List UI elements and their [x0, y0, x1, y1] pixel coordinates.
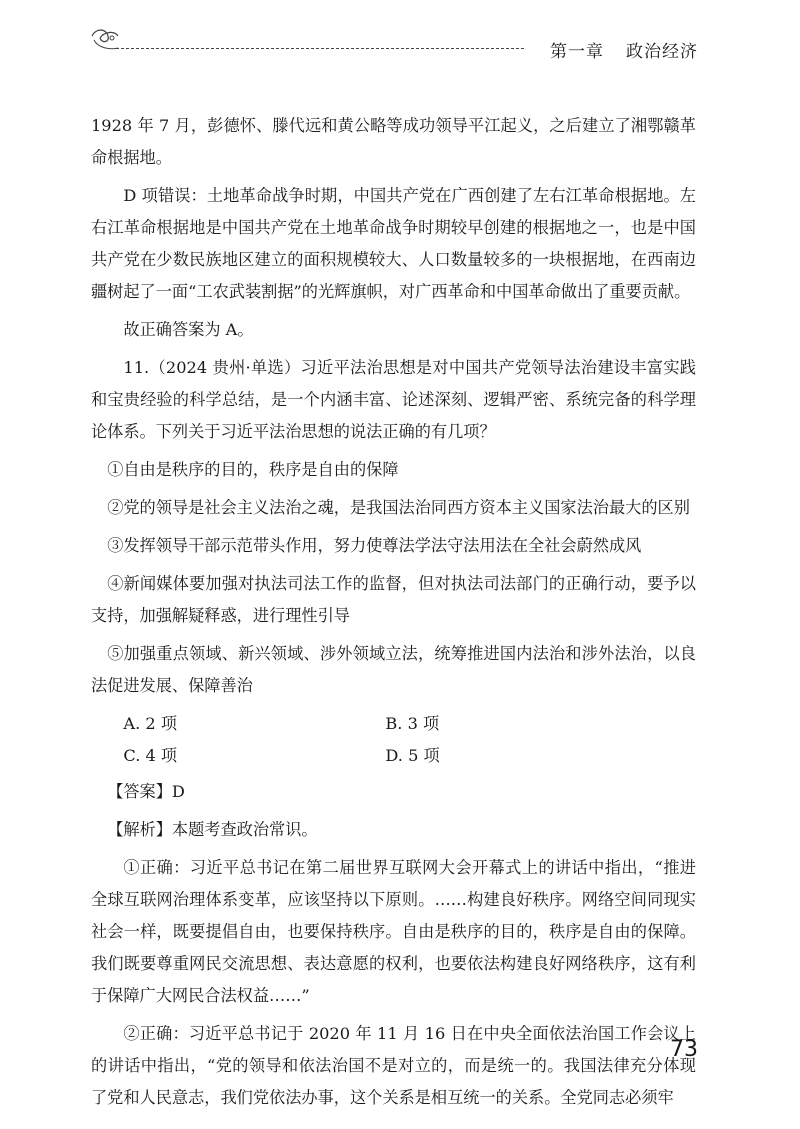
- analysis-item-1: ①正确：习近平总书记在第二届世界互联网大会开幕式上的讲话中指出，“推进全球互联网治理体系变革，应该坚持以下原则。……构建良好秩序。网络空间同现实社会一样，既要提倡自由，也要保持秩序。自由是秩序的目的，秩序是自由的保障。我们既要尊重网民交流思想、表达意愿的权利，也要依法构建良好网络秩序，这有利于保障广大网民合法权益……”: [91, 858, 696, 1005]
- option-a: A. 2 项: [123, 714, 178, 733]
- floral-ornament-icon: [88, 26, 122, 56]
- statement-item-3: ③发挥领导干部示范带头作用，努力使尊法学法守法用法在全社会蔚然成风: [107, 536, 642, 555]
- page-content: [91, 110, 696, 1120]
- chapter-section: 政治经济: [626, 42, 698, 62]
- answer-line: 【答案】D: [107, 782, 185, 801]
- option-b: B. 3 项: [385, 714, 440, 733]
- question-11: 11.（2024 贵州·单选）习近平法治思想是对中国共产党领导法治建设丰富实践和宝贵经验的科学总结，是一个内涵丰富、论述深刻、逻辑严密、系统完备的科学理论体系。下列关于习近平法治思想的说法正确的有几项？: [91, 358, 696, 441]
- page-number: 73: [670, 1037, 698, 1062]
- paragraph-conclusion: 故正确答案为 A。: [123, 320, 254, 339]
- statement-item-5: ⑤加强重点领域、新兴领域、涉外领域立法，统筹推进国内法治和涉外法治，以良法促进发展、保障善治: [91, 644, 696, 695]
- statement-item-1: ①自由是秩序的目的，秩序是自由的保障: [107, 460, 399, 479]
- paragraph-option-d: D 项错误：土地革命战争时期，中国共产党在广西创建了左右江革命根据地。左右江革命根据地是中国共产党在土地革命战争时期较早创建的根据地之一，也是中国共产党在少数民族地区建立的面积规模较大、人口数量较多的一块根据地，在西南边疆树起了一面“工农武装割据”的光辉旗帜，对广西革命和中国革命做出了重要贡献。: [91, 186, 696, 301]
- statement-item-2: ②党的领导是社会主义法治之魂，是我国法治同西方资本主义国家法治最大的区别: [107, 498, 690, 517]
- analysis-line: 【解析】本题考查政治常识。: [107, 820, 318, 839]
- paragraph-pingjiang: 1928 年 7 月，彭德怀、滕代远和黄公略等成功领导平江起义，之后建立了湘鄂赣革命根据地。: [91, 116, 696, 167]
- chapter-title: [550, 37, 698, 62]
- running-header: [88, 26, 698, 62]
- analysis-item-2: ②正确：习近平总书记于 2020 年 11 月 16 日在中央全面依法治国工作会议上的讲话中指出，“党的领导和依法治国不是对立的，而是统一的。我国法律充分体现了党和人民意志，我们党依法办事，这个关系是相互统一的关系。全党同志必须牢: [91, 1024, 696, 1107]
- statement-item-4: ④新闻媒体要加强对执法司法工作的监督，但对执法司法部门的正确行动，要予以支持，加强解疑释惑，进行理性引导: [91, 574, 696, 625]
- chapter-number: 第一章: [550, 42, 604, 62]
- option-d: D. 5 项: [385, 746, 440, 765]
- option-c: C. 4 项: [123, 746, 178, 765]
- header-rule: [116, 48, 524, 49]
- answer-options: [91, 708, 696, 772]
